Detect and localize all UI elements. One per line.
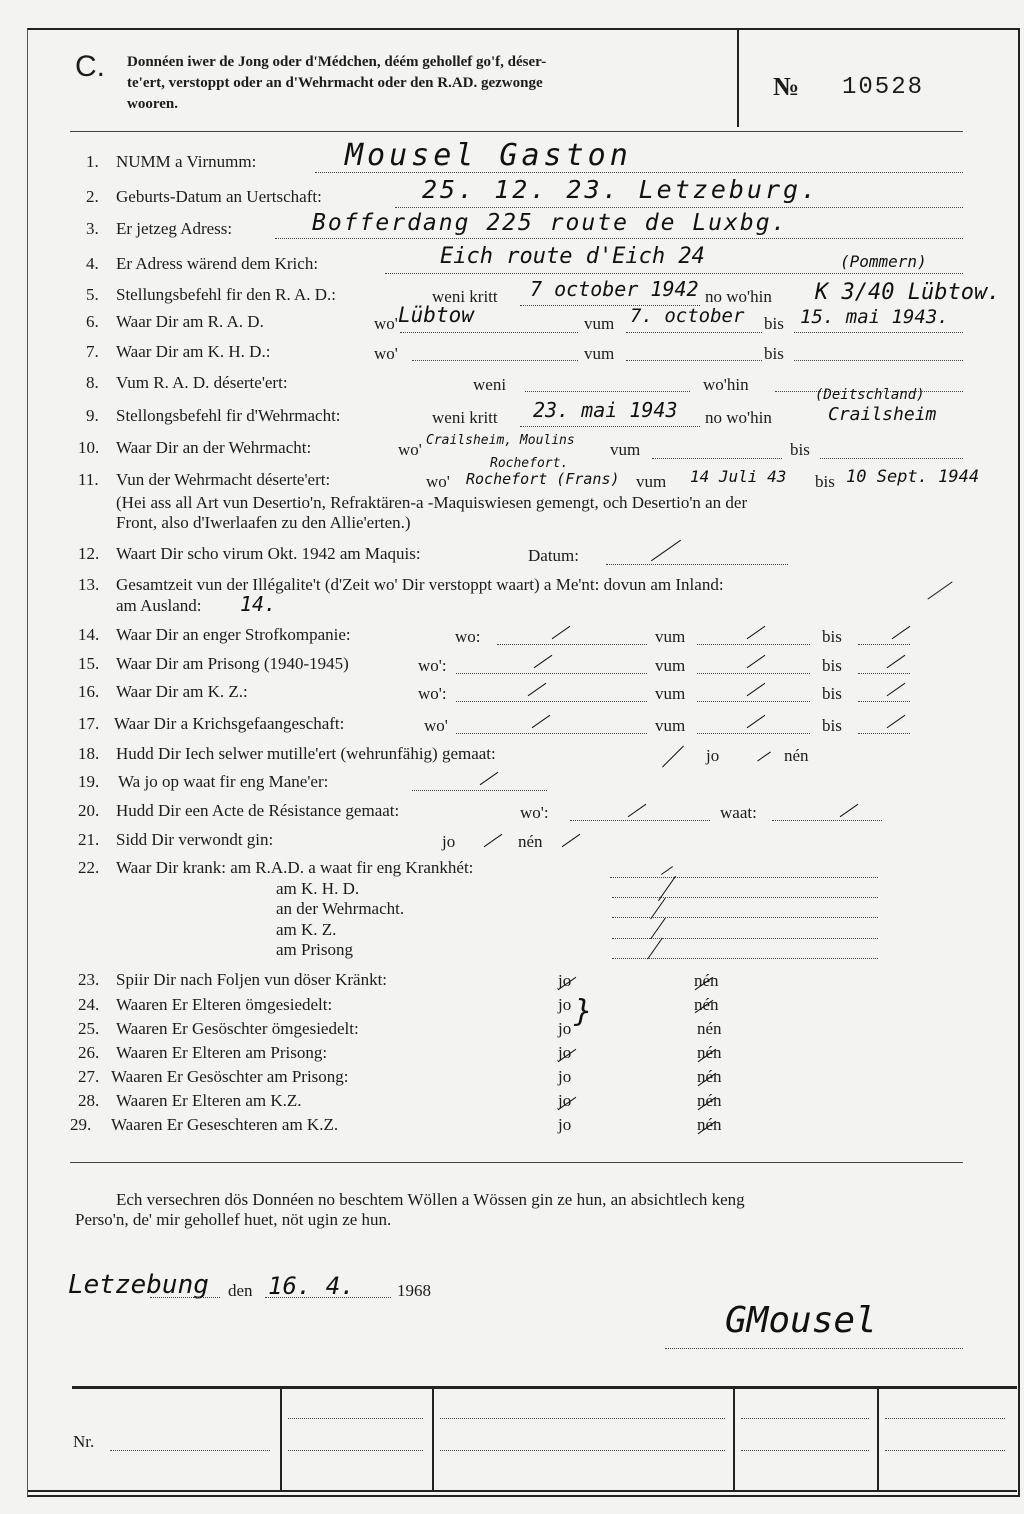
row-number: 4. bbox=[86, 254, 99, 273]
row-number: 9. bbox=[86, 406, 99, 425]
label-bis: bis bbox=[790, 440, 810, 459]
label-wo: wo' bbox=[398, 440, 422, 459]
row-number: 21. bbox=[78, 830, 100, 849]
label-penal: Waar Dir an enger Strofkompanie: bbox=[116, 625, 351, 644]
field-line bbox=[612, 938, 878, 939]
field-line bbox=[456, 733, 647, 734]
field-desertion-place-top[interactable]: Rochefort. bbox=[490, 456, 569, 471]
label-bis: bis bbox=[822, 716, 842, 735]
label-war-address: Er Adress wärend dem Krich: bbox=[116, 254, 319, 273]
field-rad-order-date[interactable]: 7 october 1942 bbox=[530, 277, 699, 301]
label-siblings-prison: Waaren Er Gesöschter am Prisong: bbox=[111, 1067, 349, 1086]
field-wehrmacht-place[interactable]: Crailsheim, Moulins bbox=[426, 433, 575, 448]
option-nen[interactable]: nén bbox=[694, 995, 719, 1014]
field-birth-value[interactable]: 25. 12. 23. Letzeburg. bbox=[422, 175, 820, 204]
field-line bbox=[858, 701, 910, 702]
label-birth: Geburts-Datum an Uertschaft: bbox=[116, 187, 322, 206]
label-sick-kz: am K. Z. bbox=[276, 920, 337, 939]
label-parents-prison: Waaren Er Elteren am Prisong: bbox=[116, 1043, 328, 1062]
row-number: 5. bbox=[86, 285, 99, 304]
row-number: 11. bbox=[78, 470, 99, 489]
option-nen[interactable]: nén bbox=[697, 1091, 722, 1110]
footer-line bbox=[741, 1450, 869, 1451]
field-line bbox=[110, 1450, 270, 1451]
label-illegality: Gesamtzeit vun der Illégalite't (d'Zeit wo' Dir verstoppt waart) a Me'nt: dovun am Inland: bbox=[116, 575, 724, 594]
option-jo[interactable]: jo bbox=[558, 995, 572, 1014]
label-bis: bis bbox=[822, 656, 842, 675]
field-rad-from[interactable]: 7. october bbox=[630, 305, 745, 327]
label-bis: bis bbox=[822, 627, 842, 646]
year-label: 1968 bbox=[397, 1281, 431, 1300]
field-line bbox=[697, 673, 810, 674]
option-nen[interactable]: nén bbox=[697, 1067, 722, 1086]
row-number: 29. bbox=[70, 1115, 92, 1134]
label-how: Wa jo op waat fir eng Mane'er: bbox=[118, 772, 329, 791]
field-line bbox=[697, 644, 810, 645]
label-bis: bis bbox=[822, 684, 842, 703]
option-nen[interactable]: nén bbox=[784, 746, 809, 765]
label-bis: bis bbox=[764, 314, 784, 333]
option-jo[interactable]: jo bbox=[558, 1043, 572, 1062]
signature-line bbox=[665, 1348, 963, 1349]
header-rule bbox=[70, 131, 963, 132]
label-wo: wo' bbox=[374, 344, 398, 363]
field-line bbox=[858, 644, 910, 645]
label-vum: vum bbox=[636, 472, 667, 491]
field-name-value[interactable]: Mousel Gaston bbox=[345, 138, 632, 173]
option-jo[interactable]: jo bbox=[558, 1115, 572, 1134]
label-vum: vum bbox=[584, 314, 615, 333]
form-number: 10528 bbox=[842, 74, 925, 101]
label-wounded: Sidd Dir verwondt gin: bbox=[116, 830, 274, 849]
label-wo: wo: bbox=[455, 627, 481, 646]
header-title-line3: wooren. bbox=[127, 96, 178, 112]
row-number: 2. bbox=[86, 187, 99, 206]
label-siblings-resettled: Waaren Er Gesöschter ömgesiedelt: bbox=[116, 1019, 359, 1038]
footer-line bbox=[440, 1450, 725, 1451]
field-line bbox=[395, 207, 963, 208]
field-desertion-to[interactable]: 10 Sept. 1944 bbox=[846, 467, 980, 487]
option-nen[interactable]: nén bbox=[697, 1043, 722, 1062]
label-maquis: Waart Dir scho virum Okt. 1942 am Maquis: bbox=[116, 544, 421, 563]
row-number: 1. bbox=[86, 152, 99, 171]
label-mutilated: Hudd Dir Iech selwer mutille'ert (wehrunfähig) gemaat: bbox=[116, 744, 496, 763]
declaration-line1: Ech versechren dös Donnéen no beschtem Wöllen a Wössen gin ze hun, an absichtlech keng bbox=[116, 1190, 745, 1209]
desertion-note-line2: Front, also d'Iwerlaafen zu den Allie'erten.) bbox=[116, 513, 411, 532]
row-number: 13. bbox=[78, 575, 100, 594]
field-line bbox=[858, 733, 910, 734]
label-sick-khd: am K. H. D. bbox=[276, 879, 360, 898]
row-number: 10. bbox=[78, 438, 100, 457]
field-line bbox=[412, 790, 547, 791]
label-vum: vum bbox=[655, 716, 686, 735]
label-sick: Waar Dir krank: am R.A.D. a waat fir eng Krankhét: bbox=[116, 858, 474, 877]
field-line bbox=[385, 273, 963, 274]
label-sick-wehrmacht: an der Wehrmacht. bbox=[276, 899, 405, 918]
row-number: 8. bbox=[86, 373, 99, 392]
label-abroad: am Ausland: bbox=[116, 596, 202, 615]
label-wo: wo' bbox=[426, 472, 450, 491]
field-line bbox=[794, 360, 963, 361]
label-weni: weni bbox=[473, 375, 507, 394]
label-waat: waat: bbox=[720, 803, 757, 822]
field-rad-order-place[interactable]: K 3/40 Lübtow. bbox=[815, 280, 1001, 305]
label-rad-order: Stellungsbefehl fir den R. A. D.: bbox=[116, 285, 337, 304]
footer-line bbox=[288, 1418, 423, 1419]
label-vum: vum bbox=[584, 344, 615, 363]
field-line bbox=[652, 458, 782, 459]
option-jo[interactable]: jo bbox=[558, 1067, 572, 1086]
footer-col bbox=[733, 1389, 735, 1491]
row-number: 23. bbox=[78, 970, 100, 989]
label-vum: vum bbox=[655, 684, 686, 703]
label-vum: vum bbox=[655, 656, 686, 675]
row-number: 15. bbox=[78, 654, 100, 673]
label-weni: weni kritt bbox=[432, 408, 498, 427]
label-name: NUMM a Virnumm: bbox=[116, 152, 257, 171]
label-rad-desert: Vum R. A. D. déserte'ert: bbox=[116, 373, 288, 392]
option-jo[interactable]: jo bbox=[558, 971, 572, 990]
field-line bbox=[820, 458, 963, 459]
label-vum: vum bbox=[655, 627, 686, 646]
option-jo[interactable]: jo bbox=[558, 1019, 572, 1038]
field-line bbox=[456, 701, 647, 702]
row-number: 16. bbox=[78, 682, 100, 701]
label-wo: wo' bbox=[374, 314, 398, 333]
label-wehrmacht-order: Stellongsbefehl fir d'Wehrmacht: bbox=[116, 406, 341, 425]
label-vum: vum bbox=[610, 440, 641, 459]
row-number: 18. bbox=[78, 744, 100, 763]
field-line bbox=[612, 897, 878, 898]
field-line bbox=[772, 820, 882, 821]
field-line bbox=[697, 733, 810, 734]
label-wo: wo': bbox=[418, 684, 447, 703]
option-nen[interactable]: nén bbox=[697, 1019, 722, 1038]
field-line bbox=[606, 564, 788, 565]
footer-rule-top bbox=[72, 1386, 1017, 1389]
label-siblings-kz: Waaren Er Geseschteren am K.Z. bbox=[111, 1115, 339, 1134]
label-nr: Nr. bbox=[73, 1432, 95, 1451]
option-nen[interactable]: nén bbox=[694, 971, 719, 990]
row-number: 17. bbox=[78, 714, 100, 733]
label-khd: Waar Dir am K. H. D.: bbox=[116, 342, 271, 361]
field-line bbox=[570, 820, 710, 821]
row-number: 22. bbox=[78, 858, 100, 877]
label-wo: wo': bbox=[418, 656, 447, 675]
field-wehrmacht-order-place[interactable]: Crailsheim bbox=[828, 404, 937, 425]
footer-line bbox=[741, 1418, 869, 1419]
label-pow: Waar Dir a Krichsgefaangeschaft: bbox=[114, 714, 345, 733]
label-parents-resettled: Waaren Er Elteren ömgesiedelt: bbox=[116, 995, 333, 1014]
label-bis: bis bbox=[815, 472, 835, 491]
field-line bbox=[610, 877, 878, 878]
label-den: den bbox=[228, 1281, 253, 1300]
field-line bbox=[520, 426, 700, 427]
label-nowohin: no wo'hin bbox=[705, 408, 772, 427]
field-desertion-from[interactable]: 14 Juli 43 bbox=[690, 467, 787, 486]
row-number: 14. bbox=[78, 625, 100, 644]
row-number: 27. bbox=[78, 1067, 100, 1086]
field-line bbox=[497, 644, 647, 645]
label-datum: Datum: bbox=[528, 546, 579, 565]
footer-line bbox=[885, 1418, 1005, 1419]
section-letter: C. bbox=[75, 50, 105, 83]
row-number: 3. bbox=[86, 219, 99, 238]
row-number: 19. bbox=[78, 772, 100, 791]
field-line bbox=[412, 360, 578, 361]
field-line bbox=[858, 673, 910, 674]
field-war-address-value2[interactable]: (Pommern) bbox=[840, 252, 927, 271]
footer-col bbox=[432, 1389, 434, 1491]
label-rad: Waar Dir am R. A. D. bbox=[116, 312, 264, 331]
field-line bbox=[275, 238, 963, 239]
field-line bbox=[626, 332, 762, 333]
option-jo[interactable]: jo bbox=[442, 832, 456, 851]
label-nowohin: no wo'hin bbox=[705, 287, 772, 306]
footer-rule-bottom bbox=[28, 1490, 1017, 1492]
row-number: 20. bbox=[78, 801, 100, 820]
field-rad-place[interactable]: Lübtow bbox=[398, 303, 474, 327]
field-wehrmacht-order-date[interactable]: 23. mai 1943 bbox=[533, 398, 678, 422]
field-line bbox=[456, 673, 647, 674]
row-number: 6. bbox=[86, 312, 99, 331]
field-line bbox=[150, 1297, 220, 1298]
row-number: 26. bbox=[78, 1043, 100, 1062]
number-symbol: № bbox=[773, 72, 800, 101]
label-wehrmacht: Waar Dir an der Wehrmacht: bbox=[116, 438, 312, 457]
footer-col bbox=[280, 1389, 282, 1491]
field-line bbox=[525, 391, 690, 392]
label-wohin: wo'hin bbox=[703, 375, 749, 394]
option-nen[interactable]: nén bbox=[697, 1115, 722, 1134]
header-title-line2: te'ert, verstoppt oder an d'Wehrmacht oder den R.AD. gezwonge bbox=[127, 75, 543, 91]
field-line bbox=[400, 332, 578, 333]
label-parents-kz: Waaren Er Elteren am K.Z. bbox=[116, 1091, 302, 1110]
field-desertion-place[interactable]: Rochefort (Frans) bbox=[466, 470, 620, 488]
option-nen[interactable]: nén bbox=[518, 832, 543, 851]
row-number: 24. bbox=[78, 995, 100, 1014]
footer-col bbox=[877, 1389, 879, 1491]
brace-mark: } bbox=[574, 994, 593, 1029]
label-address: Er jetzeg Adress: bbox=[116, 219, 233, 238]
footer-line bbox=[885, 1450, 1005, 1451]
row-number: 25. bbox=[78, 1019, 100, 1038]
signature: GMousel bbox=[725, 1300, 877, 1341]
field-line bbox=[794, 332, 963, 333]
declaration-line2: Perso'n, de' mir gehollef huet, nöt ugin ze hun. bbox=[75, 1210, 392, 1229]
desertion-note-line1: (Hei ass all Art vun Desertio'n, Refraktären-a -Maquiswiesen gemengt, och Desertio'n an der bbox=[116, 493, 748, 512]
field-rad-to[interactable]: 15. mai 1943. bbox=[800, 306, 949, 328]
label-wo: wo' bbox=[424, 716, 448, 735]
field-address-value[interactable]: Bofferdang 225 route de Luxbg. bbox=[312, 210, 788, 236]
field-war-address-value[interactable]: Eich route d'Eich 24 bbox=[440, 244, 705, 269]
header-divider bbox=[737, 30, 739, 127]
label-prison: Waar Dir am Prisong (1940-1945) bbox=[116, 654, 349, 673]
label-consequences: Spiir Dir nach Foljen vun döser Kränkt: bbox=[116, 970, 388, 989]
field-abroad-value[interactable]: 14. bbox=[240, 592, 277, 616]
header-title-line1: Donnéen iwer de Jong oder d'Médchen, déém gehollef go'f, déser- bbox=[127, 54, 547, 70]
row-number: 12. bbox=[78, 544, 100, 563]
label-kz: Waar Dir am K. Z.: bbox=[116, 682, 248, 701]
footer-line bbox=[440, 1418, 725, 1419]
field-line bbox=[697, 701, 810, 702]
label-weni: weni kritt bbox=[432, 287, 498, 306]
row-number: 7. bbox=[86, 342, 99, 361]
declaration-rule bbox=[70, 1162, 963, 1163]
label-resistance: Hudd Dir een Acte de Résistance gemaat: bbox=[116, 801, 400, 820]
field-line bbox=[626, 360, 762, 361]
field-place[interactable]: Letzebung bbox=[68, 1270, 209, 1300]
label-desertion: Vun der Wehrmacht déserte'ert: bbox=[116, 470, 331, 489]
label-wo: wo': bbox=[520, 803, 549, 822]
option-jo[interactable]: jo bbox=[706, 746, 720, 765]
option-jo[interactable]: jo bbox=[558, 1091, 572, 1110]
label-sick-prison: am Prisong bbox=[276, 940, 353, 959]
field-date[interactable]: 16. 4. bbox=[268, 1272, 355, 1300]
row-number: 28. bbox=[78, 1091, 100, 1110]
footer-line bbox=[288, 1450, 423, 1451]
field-wehrmacht-country[interactable]: (Deitschland) bbox=[815, 387, 925, 403]
label-bis: bis bbox=[764, 344, 784, 363]
field-line bbox=[612, 958, 878, 959]
